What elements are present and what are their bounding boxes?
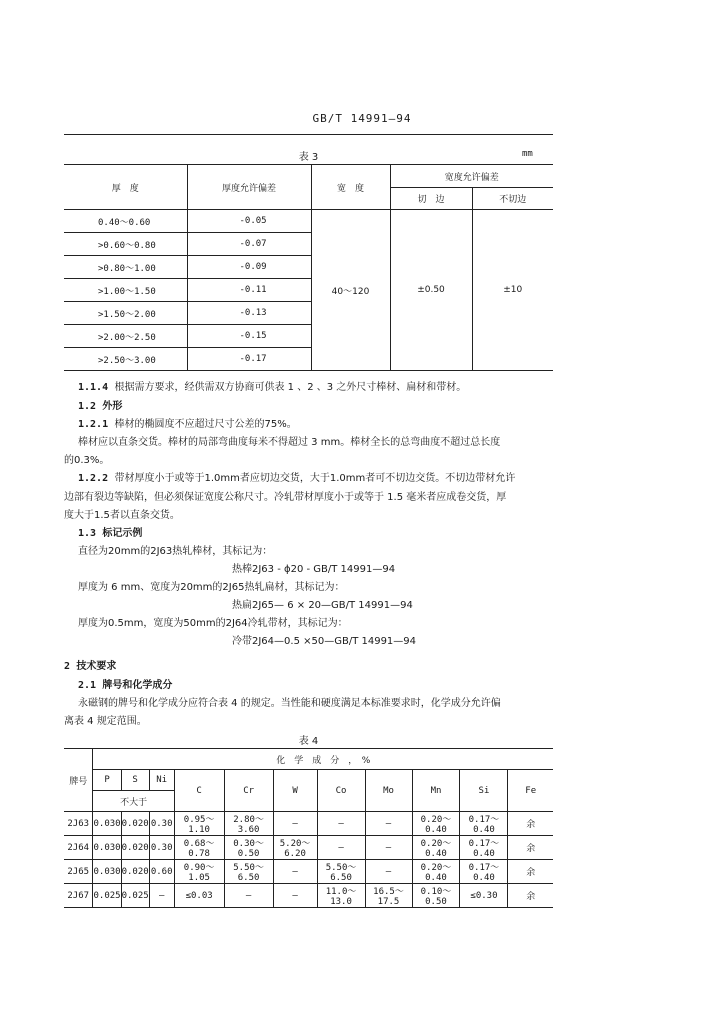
table3-cell-thickness: >1.00～1.50 xyxy=(64,279,187,302)
table4-cell-mn: 0.20～0.40 xyxy=(412,860,460,884)
table4-header-s: S xyxy=(121,770,149,791)
table4-header-fe: Fe xyxy=(508,770,553,812)
table3-header-width: 宽 度 xyxy=(311,165,390,210)
table4-cell-p: 0.030 xyxy=(93,812,121,836)
table3-cell-dev: -0.05 xyxy=(187,210,311,233)
paragraph-line: 边部有裂边等缺陷，但必须保证宽度公称尺寸。冷轧带材厚度小于或等于 1.5 毫米者应成卷交货，厚 xyxy=(64,492,507,503)
table4-cell-s: 0.020 xyxy=(121,812,149,836)
table3-header-width-dev: 宽度允许偏差 xyxy=(390,165,553,188)
table4-cell-mo: — xyxy=(365,836,412,860)
table4-cell-cr: 2.80～3.60 xyxy=(224,812,273,836)
table-row xyxy=(64,812,553,836)
table3-cell-dev: -0.07 xyxy=(187,233,311,256)
table4-cell-w: — xyxy=(273,860,317,884)
table4-cell-mo: — xyxy=(365,860,412,884)
marking-example: 冷带2J64—0.5 ×50—GB/T 14991—94 xyxy=(232,636,417,647)
paragraph-line: 棒材应以直条交货。棒材的局部弯曲度每米不得超过 3 mm。棒材全长的总弯曲度不超过总长度 xyxy=(78,437,501,448)
paragraph-line: 度大于1.5者以直条交货。 xyxy=(64,510,180,521)
table3-cell-thickness: >2.00～2.50 xyxy=(64,325,187,348)
section-number: 1.3 xyxy=(78,528,97,539)
table3-cell-uncut: ±10 xyxy=(472,210,553,371)
table-row xyxy=(64,884,553,908)
table4-cell-fe: 余 xyxy=(508,860,553,884)
table3-cell-cut: ±0.50 xyxy=(390,210,472,371)
table3-unit: mm xyxy=(522,149,533,159)
table4-header-w: W xyxy=(273,770,317,812)
table4-caption: 表 4 xyxy=(298,736,319,747)
table4-header-mn: Mn xyxy=(412,770,460,812)
table-row xyxy=(64,860,553,884)
clause-number: 1.2.2 xyxy=(78,473,109,484)
paragraph-line: 厚度为 6 mm、宽度为20mm的2J65热轧扁材，其标记为： xyxy=(78,582,345,593)
section-title: 牌号和化学成分 xyxy=(102,680,173,691)
table4-cell-fe: 余 xyxy=(508,884,553,908)
marking-example: 热棒2J63 - ϕ20 - GB/T 14991—94 xyxy=(232,564,396,575)
table4-cell-c: 0.68～0.78 xyxy=(174,836,224,860)
table4-cell-p: 0.030 xyxy=(93,836,121,860)
table3-header-thickness-dev: 厚度允许偏差 xyxy=(187,165,311,210)
section-number: 2.1 xyxy=(78,680,97,691)
table3-cell-dev: -0.09 xyxy=(187,256,311,279)
clause-text: 棒材的椭圆度不应超过尺寸公差的75%。 xyxy=(114,419,297,430)
paragraph-line: 厚度为0.5mm，宽度为50mm的2J64冷轧带材，其标记为： xyxy=(78,618,348,629)
table4-cell-si: 0.17～0.40 xyxy=(460,812,508,836)
clause-text: 根据需方要求，经供需双方协商可供表 1 、2 、3 之外尺寸棒材、扁材和带材。 xyxy=(114,382,467,393)
clause-1-1-4 xyxy=(78,381,466,395)
table4-cell-si: 0.17～0.40 xyxy=(460,860,508,884)
section-number: 2 xyxy=(64,661,71,672)
table4-header-co: Co xyxy=(317,770,365,812)
clause-text: 带材厚度小于或等于1.0mm者应切边交货，大于1.0mm者可不切边交货。不切边带材允许 xyxy=(114,473,516,484)
section-2 xyxy=(64,660,116,674)
marking-example: 热扁2J65— 6 × 20—GB/T 14991—94 xyxy=(232,600,413,611)
table4-cell-cr: 0.30～0.50 xyxy=(224,836,273,860)
section-2-1 xyxy=(78,679,172,693)
table4-header-composition: 化 学 成 分 ， % xyxy=(93,749,553,770)
table4-cell-co: 5.50～6.50 xyxy=(317,860,365,884)
section-1-3 xyxy=(78,527,142,541)
clause-1-2-2 xyxy=(78,472,515,486)
table4-cell-w: — xyxy=(273,812,317,836)
paragraph-line: 永磁钢的牌号和化学成分应符合表 4 的规定。当性能和硬度满足本标准要求时，化学成分允许偏 xyxy=(78,698,501,709)
section-number: 1.2 xyxy=(78,401,97,412)
table3-header-cut: 切 边 xyxy=(390,188,472,210)
clause-number: 1.2.1 xyxy=(78,419,109,430)
header-rule xyxy=(64,134,553,135)
table4-cell-w: 5.20～6.20 xyxy=(273,836,317,860)
table4-cell-mo: — xyxy=(365,812,412,836)
table4-cell-mn: 0.20～0.40 xyxy=(412,836,460,860)
table3-cell-thickness: >0.60～0.80 xyxy=(64,233,187,256)
table4-cell-co: 11.0～13.0 xyxy=(317,884,365,908)
table4-cell-si: ≤0.30 xyxy=(460,884,508,908)
paragraph-line: 的0.3%。 xyxy=(64,455,110,466)
table3-cell-dev: -0.13 xyxy=(187,302,311,325)
table4-cell-si: 0.17～0.40 xyxy=(460,836,508,860)
table4-header-c: C xyxy=(174,770,224,812)
table4-cell-mn: 0.10～0.50 xyxy=(412,884,460,908)
table4-cell-s: 0.020 xyxy=(121,860,149,884)
clause-number: 1.1.4 xyxy=(78,382,109,393)
table4-cell-c: ≤0.03 xyxy=(174,884,224,908)
table4-cell-fe: 余 xyxy=(508,836,553,860)
table4-header-mo: Mo xyxy=(365,770,412,812)
section-1-2 xyxy=(78,400,122,414)
table3-cell-dev: -0.15 xyxy=(187,325,311,348)
table-row xyxy=(64,210,553,233)
table4-cell-c: 0.95～1.10 xyxy=(174,812,224,836)
table3-cell-thickness: >2.50～3.00 xyxy=(64,348,187,371)
table4-header-ni: Ni xyxy=(149,770,174,791)
table4-header-si: Si xyxy=(460,770,508,812)
table3 xyxy=(64,164,553,371)
table4-header-p: P xyxy=(93,770,121,791)
table3-cell-width: 40～120 xyxy=(311,210,390,371)
table4-cell-ni: — xyxy=(149,884,174,908)
table4-header-max: 不大于 xyxy=(93,791,174,812)
table4-cell-ni: 0.60 xyxy=(149,860,174,884)
table4 xyxy=(64,748,553,908)
table4-cell-ni: 0.30 xyxy=(149,812,174,836)
table4-cell-co: — xyxy=(317,812,365,836)
paragraph-line: 离表 4 规定范围。 xyxy=(64,716,147,727)
table4-cell-mn: 0.20～0.40 xyxy=(412,812,460,836)
table4-cell-fe: 余 xyxy=(508,812,553,836)
table3-caption: 表 3 xyxy=(298,152,319,163)
table4-cell-s: 0.020 xyxy=(121,836,149,860)
section-title: 外形 xyxy=(102,401,123,412)
table4-cell-grade: 2J63 xyxy=(64,812,93,836)
table4-cell-c: 0.90～1.05 xyxy=(174,860,224,884)
clause-1-2-1 xyxy=(78,418,297,432)
table4-cell-p: 0.030 xyxy=(93,860,121,884)
table4-cell-p: 0.025 xyxy=(93,884,121,908)
table3-cell-thickness: 0.40～0.60 xyxy=(64,210,187,233)
table4-cell-grade: 2J64 xyxy=(64,836,93,860)
table-row xyxy=(64,836,553,860)
table4-cell-cr: 5.50～6.50 xyxy=(224,860,273,884)
table4-cell-co: — xyxy=(317,836,365,860)
table3-cell-dev: -0.17 xyxy=(187,348,311,371)
table4-cell-grade: 2J65 xyxy=(64,860,93,884)
section-title: 技术要求 xyxy=(76,661,117,672)
table4-cell-grade: 2J67 xyxy=(64,884,93,908)
table3-cell-thickness: >1.50～2.00 xyxy=(64,302,187,325)
paragraph-line: 直径为20mm的2J63热轧棒材，其标记为： xyxy=(78,546,273,557)
table3-cell-dev: -0.11 xyxy=(187,279,311,302)
table4-cell-cr: — xyxy=(224,884,273,908)
table4-cell-w: — xyxy=(273,884,317,908)
table4-cell-mo: 16.5～17.5 xyxy=(365,884,412,908)
table4-cell-ni: 0.30 xyxy=(149,836,174,860)
section-title: 标记示例 xyxy=(102,528,143,539)
document-header: GB/T 14991—94 xyxy=(312,112,412,125)
table4-header-grade: 牌号 xyxy=(64,749,93,812)
table3-header-uncut: 不切边 xyxy=(472,188,553,210)
table4-header-cr: Cr xyxy=(224,770,273,812)
table3-header-thickness: 厚 度 xyxy=(64,165,187,210)
table4-cell-s: 0.025 xyxy=(121,884,149,908)
table3-cell-thickness: >0.80～1.00 xyxy=(64,256,187,279)
